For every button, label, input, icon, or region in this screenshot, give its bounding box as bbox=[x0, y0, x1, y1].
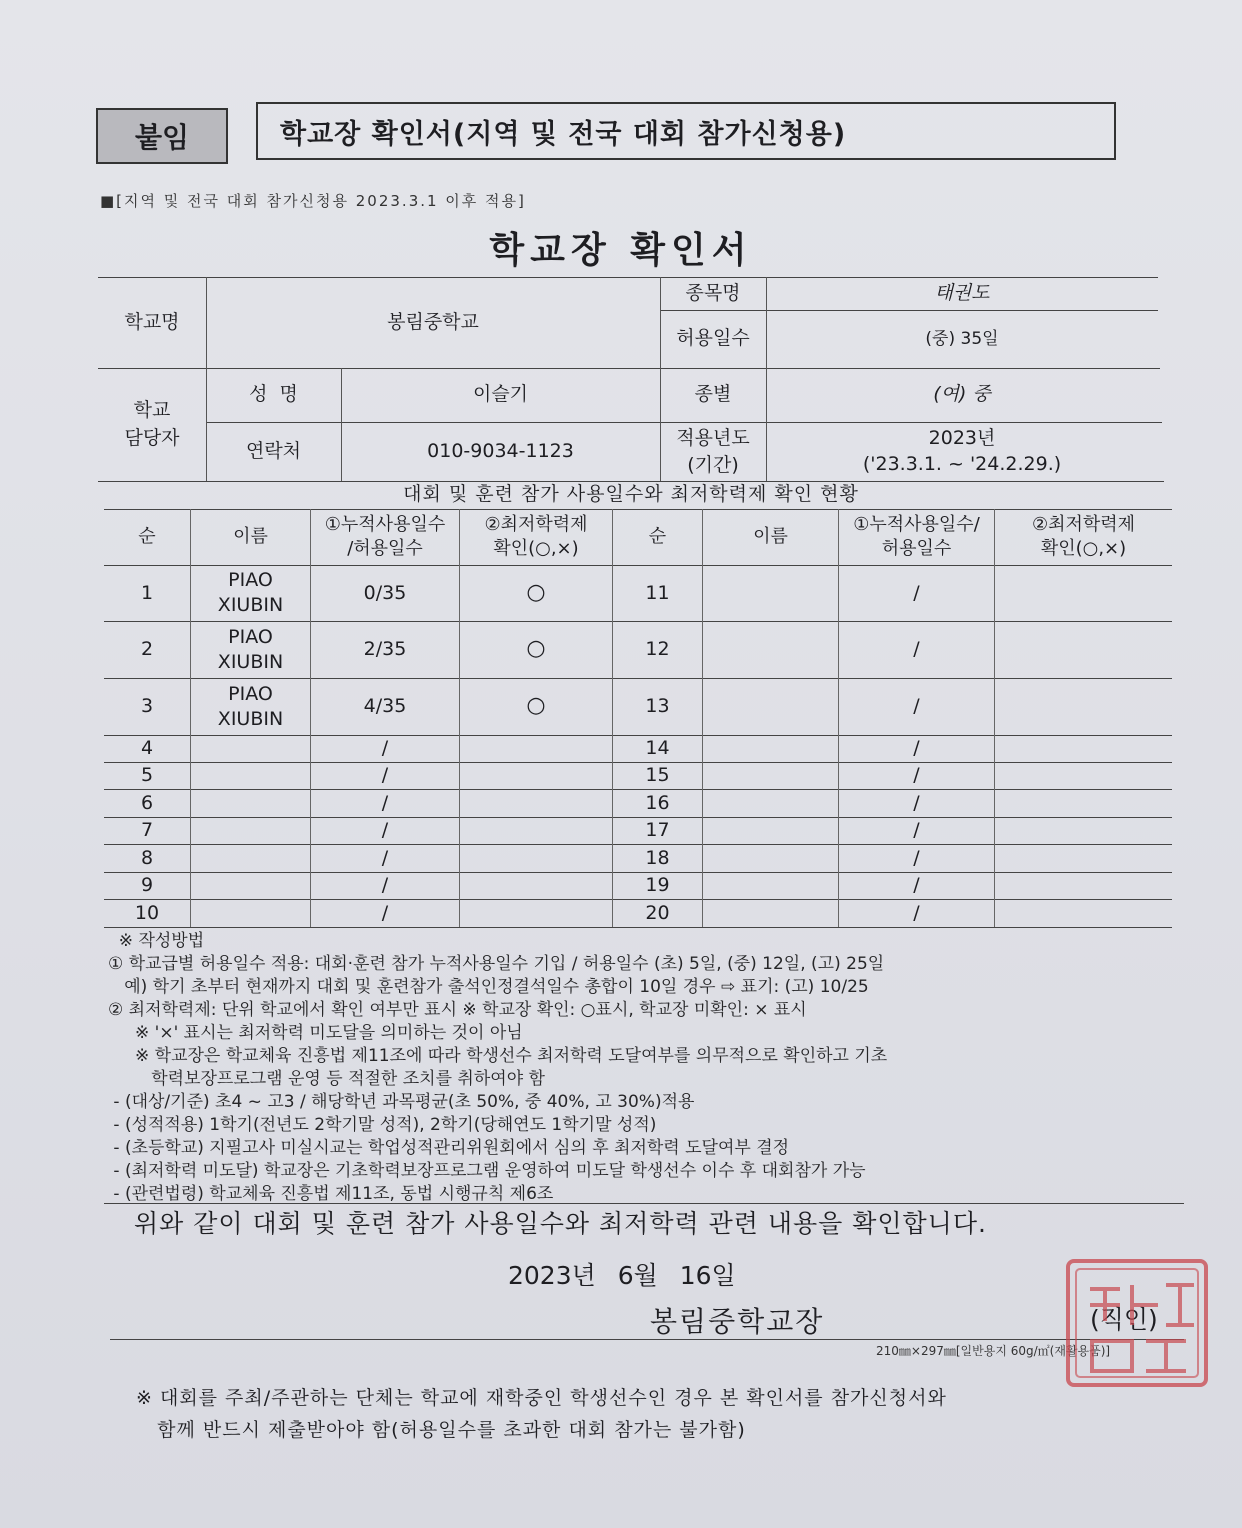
period-value: ('23.3.1. ~ '24.2.29.) bbox=[862, 452, 1062, 475]
attachment-tag: 붙임 bbox=[96, 108, 228, 164]
instruction-line: ① 학교급별 허용일수 적용: 대회·훈련 참가 누적사용일수 기입 / 허용일수 (초) 5일, (중) 12일, (고) 25일 bbox=[108, 954, 885, 974]
used-days: / bbox=[310, 844, 459, 872]
row-number: 1 bbox=[140, 581, 154, 604]
section-title: 대회 및 훈련 참가 사용일수와 최저학력제 확인 현황 bbox=[403, 483, 859, 506]
used-days: / bbox=[838, 872, 994, 899]
table-row bbox=[104, 678, 1172, 736]
table-row bbox=[104, 817, 1172, 845]
document-title: 학교장 확인서(지역 및 전국 대회 참가신청용) bbox=[256, 102, 1116, 160]
row-number: 9 bbox=[140, 874, 154, 897]
table-row bbox=[104, 872, 1172, 900]
table-row bbox=[104, 762, 1172, 790]
table-header-row bbox=[104, 509, 1172, 566]
column-header: 순 bbox=[612, 509, 702, 565]
used-days: / bbox=[838, 735, 994, 762]
athlete-name bbox=[190, 872, 310, 899]
instruction-line: - (관련법령) 학교체육 진흥법 제11조, 동법 시행규칙 제6조 bbox=[108, 1184, 554, 1204]
used-days: / bbox=[310, 789, 459, 817]
event-label: 종목명 bbox=[685, 281, 741, 304]
year-label: 적용년도 (기간) bbox=[676, 426, 750, 476]
row-number: 13 bbox=[612, 678, 702, 735]
athlete-name bbox=[190, 899, 310, 927]
footer-line: ※ 대회를 주최/주관하는 단체는 학교에 재학중인 학생선수인 경우 본 확인서를 참가신청서와 bbox=[136, 1387, 947, 1409]
min-academic-check bbox=[994, 762, 1172, 789]
athlete-name bbox=[190, 789, 310, 817]
athlete-name bbox=[190, 844, 310, 872]
confirmation-statement: 위와 같이 대회 및 훈련 참가 사용일수와 최저학력 관련 내용을 확인합니다. bbox=[134, 1209, 987, 1238]
school-seal bbox=[1062, 1255, 1212, 1391]
used-days: 0/35 bbox=[310, 565, 459, 621]
min-academic-check bbox=[994, 817, 1172, 844]
row-number: 7 bbox=[140, 819, 154, 842]
athlete-name bbox=[702, 872, 838, 899]
row-number: 2 bbox=[140, 638, 154, 661]
athlete-name: PIAO XIUBIN bbox=[190, 621, 310, 678]
instruction-line: - (초등학교) 지필고사 미실시교는 학업성적관리위원회에서 심의 후 최저학력 도달여부 결정 bbox=[108, 1138, 790, 1158]
row-number: 4 bbox=[140, 737, 154, 760]
athlete-name bbox=[702, 762, 838, 789]
min-academic-check bbox=[459, 844, 612, 872]
row-number: 16 bbox=[612, 789, 702, 817]
manager-label: 학교 담당자 bbox=[124, 398, 180, 449]
athlete-name bbox=[702, 899, 838, 927]
athlete-name bbox=[190, 735, 310, 762]
school-name-value: 봉림중학교 bbox=[387, 310, 479, 333]
min-academic-check bbox=[459, 735, 612, 762]
row-number: 17 bbox=[612, 817, 702, 844]
min-academic-check bbox=[459, 872, 612, 899]
table-row bbox=[104, 899, 1172, 928]
row-number: 19 bbox=[612, 872, 702, 899]
used-days: / bbox=[838, 678, 994, 735]
column-header: 이름 bbox=[702, 509, 838, 565]
row-number: 12 bbox=[612, 621, 702, 678]
min-academic-check bbox=[994, 899, 1172, 927]
year-value: 2023년 bbox=[928, 426, 996, 449]
allowed-days-value: (중) 35일 bbox=[925, 328, 999, 349]
min-academic-check: ○ bbox=[459, 565, 612, 621]
min-academic-check: ○ bbox=[459, 678, 612, 735]
instruction-line: - (성적적용) 1학기(전년도 2학기말 성적), 2학기(당해연도 1학기말 성적) bbox=[108, 1115, 657, 1135]
used-days: / bbox=[838, 789, 994, 817]
min-academic-check bbox=[994, 678, 1172, 735]
min-academic-check bbox=[994, 735, 1172, 762]
event-value: 태권도 bbox=[934, 281, 990, 304]
row-number: 15 bbox=[612, 762, 702, 789]
row-number: 5 bbox=[140, 764, 154, 787]
row-number: 20 bbox=[612, 899, 702, 927]
min-academic-check bbox=[459, 817, 612, 844]
name-label: 성 명 bbox=[249, 383, 298, 406]
contact-label: 연락처 bbox=[245, 439, 302, 462]
issue-date: 2023년 6월 16일 bbox=[508, 1261, 736, 1290]
instruction-line: - (대상/기준) 초4 ~ 고3 / 해당학년 과목평균(초 50%, 중 40%, 고 30%)적용 bbox=[108, 1092, 695, 1112]
category-label: 종별 bbox=[694, 383, 732, 406]
min-academic-check bbox=[459, 899, 612, 927]
used-days: / bbox=[838, 899, 994, 927]
used-days: / bbox=[838, 844, 994, 872]
principal-title: 봉림중학교장 bbox=[650, 1305, 825, 1338]
table-row bbox=[104, 565, 1172, 622]
row-number: 6 bbox=[140, 791, 154, 814]
athlete-name: PIAO XIUBIN bbox=[190, 678, 310, 735]
used-days: / bbox=[838, 565, 994, 621]
instruction-line: ※ '×' 표시는 최저학력 미도달을 의미하는 것이 아님 bbox=[108, 1023, 523, 1043]
paper-spec: 210㎜×297㎜[일반용지 60g/㎡(재활용품)] bbox=[876, 1344, 1111, 1358]
used-days: / bbox=[310, 899, 459, 927]
min-academic-check: ○ bbox=[459, 621, 612, 678]
athlete-name bbox=[702, 735, 838, 762]
min-academic-check bbox=[994, 789, 1172, 817]
instruction-line: - (최저학력 미도달) 학교장은 기초학력보장프로그램 운영하여 미도달 학생선수 이수 후 대회참가 가능 bbox=[108, 1161, 866, 1181]
used-days: / bbox=[838, 817, 994, 844]
used-days: 4/35 bbox=[310, 678, 459, 735]
instruction-line: ※ 학교장은 학교체육 진흥법 제11조에 따라 학생선수 최저학력 도달여부를 의무적으로 확인하고 기초 bbox=[108, 1046, 888, 1066]
table-row bbox=[104, 735, 1172, 763]
row-number: 11 bbox=[612, 565, 702, 621]
category-value: (여) 중 bbox=[933, 383, 991, 406]
year-value-cell bbox=[766, 422, 1158, 481]
seal-label: (직인) bbox=[1090, 1305, 1158, 1334]
column-header: ①누적사용일수 /허용일수 bbox=[310, 509, 459, 565]
athlete-name bbox=[702, 817, 838, 844]
page-title: 학교장 확인서 bbox=[489, 230, 753, 271]
min-academic-check bbox=[994, 565, 1172, 621]
used-days: / bbox=[310, 735, 459, 762]
athlete-name bbox=[702, 844, 838, 872]
manager-name: 이슬기 bbox=[472, 383, 529, 406]
athlete-name bbox=[190, 762, 310, 789]
table-row bbox=[104, 844, 1172, 873]
min-academic-check bbox=[459, 762, 612, 789]
applicability-note: ■[지역 및 전국 대회 참가신청용 2023.3.1 이후 적용] bbox=[100, 192, 526, 210]
athlete-name: PIAO XIUBIN bbox=[190, 565, 310, 621]
used-days: / bbox=[310, 872, 459, 899]
table-row bbox=[104, 789, 1172, 818]
athlete-name bbox=[702, 789, 838, 817]
used-days: 2/35 bbox=[310, 621, 459, 678]
min-academic-check bbox=[459, 789, 612, 817]
min-academic-check bbox=[994, 621, 1172, 678]
instruction-line: ② 최저학력제: 단위 학교에서 확인 여부만 표시 ※ 학교장 확인: ○표시, 학교장 미확인: × 표시 bbox=[108, 1000, 807, 1020]
instruction-line: 학력보장프로그램 운영 등 적절한 조치를 취하여야 함 bbox=[108, 1069, 545, 1089]
used-days: / bbox=[310, 762, 459, 789]
writing-instructions bbox=[108, 930, 1188, 1206]
used-days: / bbox=[310, 817, 459, 844]
instruction-line: ※ 작성방법 bbox=[108, 931, 205, 951]
row-number: 8 bbox=[140, 846, 154, 869]
row-number: 18 bbox=[612, 844, 702, 872]
footer-line: 함께 반드시 제출받아야 함(허용일수를 초과한 대회 참가는 불가함) bbox=[136, 1419, 746, 1441]
athlete-name bbox=[702, 678, 838, 735]
allowed-days-label: 허용일수 bbox=[676, 327, 750, 350]
column-header: 이름 bbox=[190, 509, 310, 565]
footer-note bbox=[136, 1382, 947, 1446]
athlete-name bbox=[702, 565, 838, 621]
athlete-name bbox=[190, 817, 310, 844]
school-name-label: 학교명 bbox=[124, 310, 180, 333]
column-header: ②최저학력제 확인(○,×) bbox=[994, 509, 1172, 565]
table-row bbox=[104, 621, 1172, 679]
min-academic-check bbox=[994, 844, 1172, 872]
signature-rule bbox=[110, 1339, 1184, 1340]
athlete-name bbox=[702, 621, 838, 678]
column-header: ②최저학력제 확인(○,×) bbox=[459, 509, 612, 565]
row-number: 14 bbox=[612, 735, 702, 762]
column-header: ①누적사용일수/ 허용일수 bbox=[838, 509, 994, 565]
row-number: 3 bbox=[140, 695, 154, 718]
min-academic-check bbox=[994, 872, 1172, 899]
column-header: 순 bbox=[138, 525, 156, 547]
instruction-line: 예) 학기 초부터 현재까지 대회 및 훈련참가 출석인정결석일수 총합이 10일 경우 ⇨ 표기: (고) 10/25 bbox=[108, 977, 869, 997]
contact-value: 010-9034-1123 bbox=[427, 439, 574, 462]
used-days: / bbox=[838, 621, 994, 678]
used-days: / bbox=[838, 762, 994, 789]
row-number: 10 bbox=[134, 901, 160, 924]
